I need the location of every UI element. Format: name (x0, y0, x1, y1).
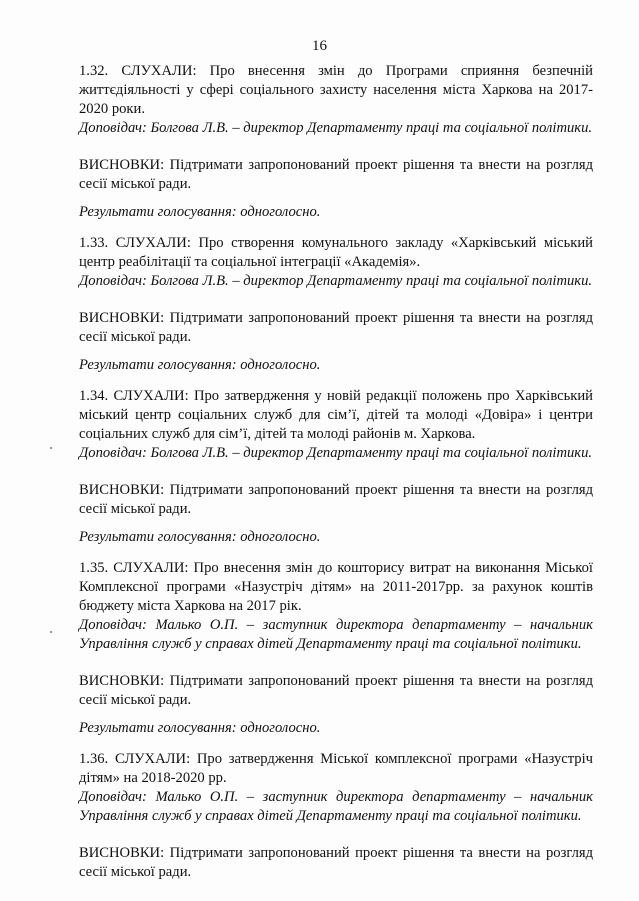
item-speaker: Доповідач: Малько О.П. – заступник директора департаменту – начальник Управління служб у справах дітей Департаменту праці та соціальної політики. (79, 789, 593, 824)
item-speaker: Доповідач: Болгова Л.В. – директор Департаменту праці та соціальної політики. (79, 273, 593, 289)
item-heard: 1.33. СЛУХАЛИ: Про створення комунального закладу «Харківський міський центр реабілітації та соціальної інтеграції «Академія». (79, 235, 593, 270)
item-speaker: Доповідач: Болгова Л.В. – директор Департаменту праці та соціальної політики. (79, 120, 593, 136)
minutes-content (79, 62, 593, 882)
item-vote-result: Результати голосування: одноголосно. (79, 529, 321, 545)
agenda-item-1-33 (79, 234, 593, 375)
agenda-item-1-36 (79, 750, 593, 882)
item-decision: ВИСНОВКИ: Підтримати запропонований проект рішення та внести на розгляд сесії міської ради. (79, 673, 593, 708)
agenda-item-1-32 (79, 62, 593, 222)
item-speaker: Доповідач: Малько О.П. – заступник директора департаменту – начальник Управління служб у справах дітей Департаменту праці та соціальної політики. (79, 617, 593, 652)
item-heard: 1.36. СЛУХАЛИ: Про затвердження Міської комплексної програми «Назустріч дітям» на 2018-2020 рр. (79, 751, 593, 786)
scan-speck (50, 447, 52, 449)
item-decision: ВИСНОВКИ: Підтримати запропонований проект рішення та внести на розгляд сесії міської ради. (79, 157, 593, 192)
item-vote-result: Результати голосування: одноголосно. (79, 204, 321, 220)
item-vote-result: Результати голосування: одноголосно. (79, 720, 321, 736)
item-heard: 1.32. СЛУХАЛИ: Про внесення змін до Програми сприяння безпечній життєдіяльності у сфері соціального захисту населення міста Харкова на 2017-2020 роки. (79, 63, 593, 117)
item-speaker: Доповідач: Болгова Л.В. – директор Департаменту праці та соціальної політики. (79, 445, 593, 461)
item-heard: 1.35. СЛУХАЛИ: Про внесення змін до кошторису витрат на виконання Міської Комплексної програми «Назустріч дітям» на 2011-2017рр. за рахунок коштів бюджету міста Харкова на 2017 рік. (79, 560, 593, 614)
item-vote-result: Результати голосування: одноголосно. (79, 357, 321, 373)
agenda-item-1-35 (79, 559, 593, 738)
item-decision: ВИСНОВКИ: Підтримати запропонований проект рішення та внести на розгляд сесії міської ради. (79, 845, 593, 880)
agenda-item-1-34 (79, 387, 593, 547)
page-number: 16 (312, 38, 327, 54)
scan-speck (50, 631, 52, 633)
item-decision: ВИСНОВКИ: Підтримати запропонований проект рішення та внести на розгляд сесії міської ради. (79, 482, 593, 517)
item-heard: 1.34. СЛУХАЛИ: Про затвердження у новій редакції положень про Харківський міський центр соціальних служб для сім’ї, дітей та молоді «Довіра» і центри соціальних служб для сім’ї, дітей та молоді районів м. Харкова. (79, 388, 593, 442)
item-decision: ВИСНОВКИ: Підтримати запропонований проект рішення та внести на розгляд сесії міської ради. (79, 310, 593, 345)
